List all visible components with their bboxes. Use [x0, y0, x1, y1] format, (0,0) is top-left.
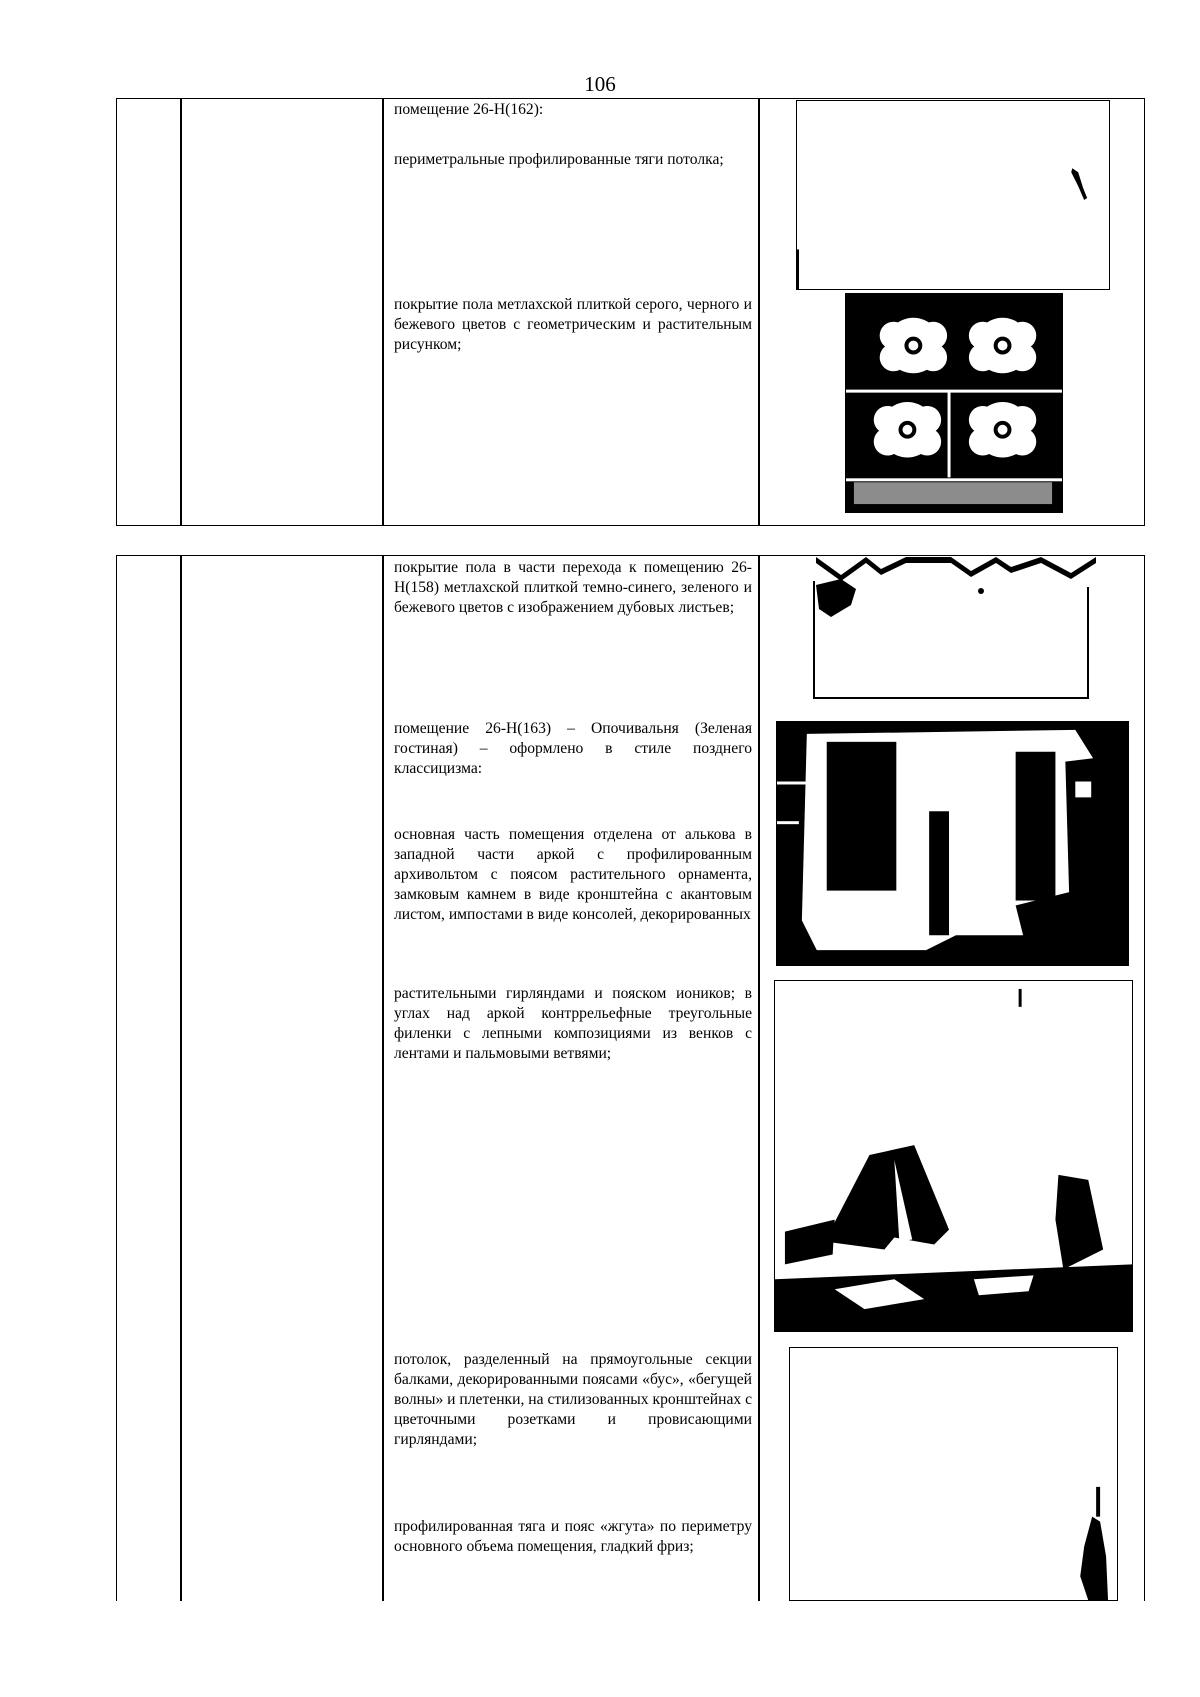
column-divider — [382, 99, 384, 525]
item-arch-part-2: растительными гирляндами и пояском иоников; в углах над аркой контррельефные треугольные филенки с лепными композициями из венков с лентами и пальмовыми ветвями; — [394, 985, 752, 1062]
photo-floor-transition — [811, 557, 1096, 707]
column-divider — [180, 99, 182, 525]
photo-floor-tiles-flowers — [845, 293, 1063, 513]
column-divider — [180, 556, 182, 1601]
item-ceiling-cornices: периметральные профилированные тяги потолка; — [394, 151, 724, 168]
page-number: 106 — [584, 72, 616, 96]
column-divider — [382, 556, 384, 1601]
item-ceiling-beams: потолок, разделенный на прямоугольные секции балками, декорированными поясами «бус», «бегущей волны» и плетенки, на стилизованных кронштейнах с цветочными розетками и провисающими гирляндами; — [394, 1351, 752, 1448]
column-divider — [758, 99, 760, 525]
column-divider — [758, 556, 760, 1601]
photo-arch-spandrels — [774, 980, 1133, 1332]
item-floor-tile-grey: покрытие пола метлахской плиткой серого, черного и бежевого цветов с геометрическим и растительным рисунком; — [394, 296, 752, 353]
photo-bedroom-alcove — [776, 721, 1129, 966]
room-heading-26-n-162: помещение 26-Н(162): — [394, 101, 544, 118]
room-heading-26-n-163: помещение 26-Н(163) – Опочивальня (Зеленая гостиная) – оформлено в стиле позднего классицизма: — [394, 720, 752, 777]
photo-ceiling-beams — [789, 1347, 1118, 1601]
photo-ceiling-cornice — [796, 100, 1110, 290]
item-floor-oak-leaves: покрытие пола в части перехода к помещению 26-Н(158) метлахской плиткой темно-синего, зеленого и бежевого цветов с изображением дубовых листьев; — [394, 559, 752, 616]
item-cornice-frieze: профилированная тяга и пояс «жгута» по периметру основного объема помещения, гладкий фриз; — [394, 1518, 752, 1555]
item-arch-part-1: основная часть помещения отделена от алькова в западной части аркой с профилированным архивольтом с поясом растительного орнамента, замковым камнем в виде кронштейна с акантовым листом, импостами в виде консолей, декорированных — [394, 826, 752, 923]
